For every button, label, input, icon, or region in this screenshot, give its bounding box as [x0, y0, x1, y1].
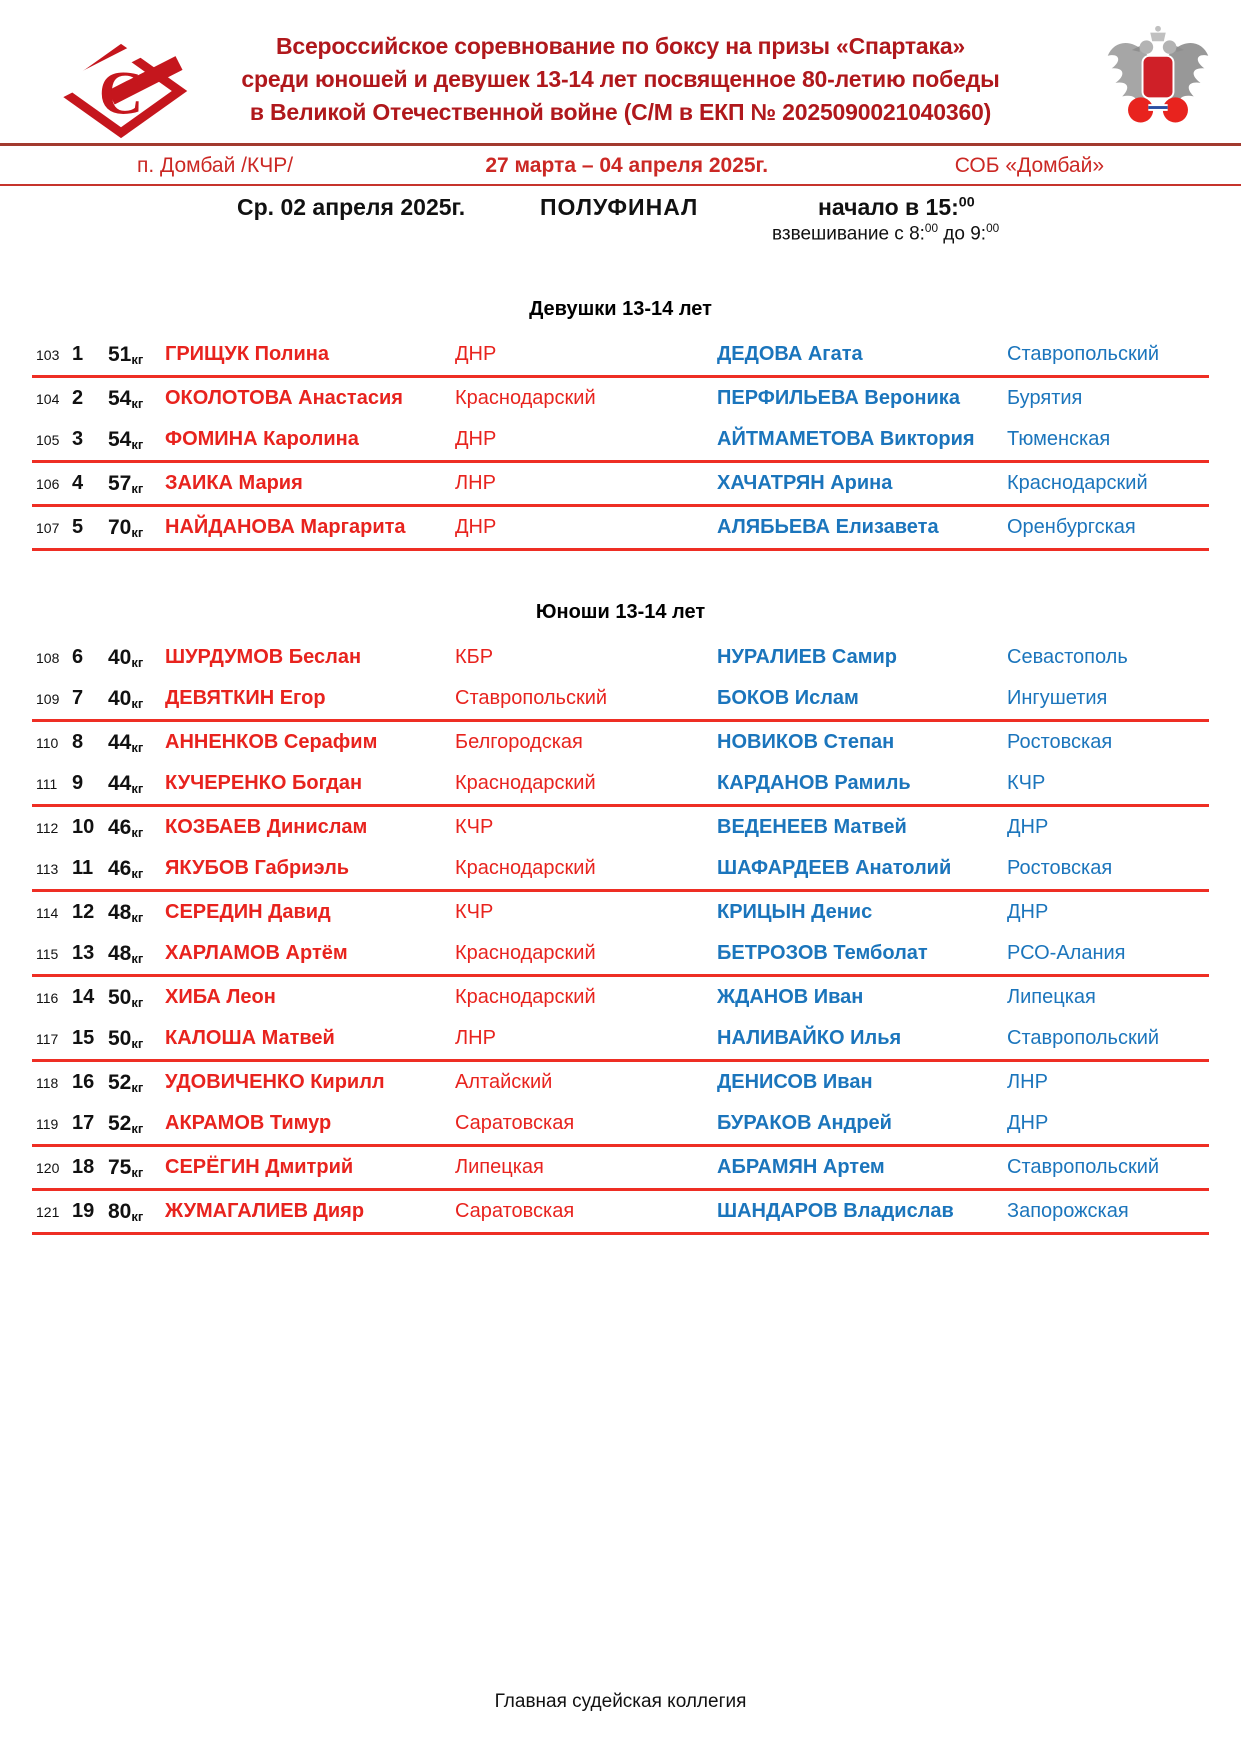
bout-row — [32, 1191, 1209, 1232]
bout-order: 8 — [72, 731, 84, 753]
blue-corner-name: ДЕНИСОВ Иван — [717, 1071, 873, 1093]
event-location: п. Домбай /КЧР/ — [137, 154, 294, 177]
document-header — [0, 0, 1241, 146]
blue-corner-region: Бурятия — [1007, 387, 1083, 409]
blue-corner-region: Запорожская — [1007, 1200, 1129, 1222]
event-info-bar — [0, 146, 1241, 186]
blue-corner-name: БЕТРОЗОВ Темболат — [717, 942, 928, 964]
blue-corner-region: Оренбургская — [1007, 516, 1136, 538]
blue-corner-region: Ростовская — [1007, 731, 1113, 753]
start-time-text: начало в 15: — [818, 194, 959, 220]
weight-class: 48кг — [108, 941, 144, 966]
match-number: 116 — [36, 989, 59, 1006]
red-corner-region: Белгородская — [455, 731, 583, 753]
weight-class: 52кг — [108, 1111, 144, 1136]
footer-signature: Главная судейская коллегия — [494, 1691, 747, 1712]
red-corner-region: ЛНР — [455, 472, 496, 494]
title-line-2: среди юношей и девушек 13-14 лет посвященное 80-летию победы — [241, 66, 1000, 92]
red-corner-name: АКРАМОВ Тимур — [165, 1112, 332, 1134]
red-corner-region: Краснодарский — [455, 986, 596, 1008]
weight-class-group — [32, 722, 1209, 807]
blue-corner-region: Липецкая — [1007, 986, 1096, 1008]
weigh-in-from-minutes: 00 — [924, 222, 939, 235]
boxing-federation-eagle-emblem — [1100, 20, 1216, 138]
red-corner-region: КБР — [455, 646, 494, 668]
bout-order: 2 — [72, 387, 84, 409]
bout-order: 19 — [72, 1200, 95, 1222]
red-corner-name: ШУРДУМОВ Беслан — [165, 646, 362, 668]
bout-row — [32, 1147, 1209, 1188]
blue-corner-name: ШАНДАРОВ Владислав — [717, 1200, 954, 1222]
age-group-section — [0, 601, 1241, 1235]
red-corner-region: Алтайский — [455, 1071, 553, 1093]
match-number: 113 — [36, 860, 59, 877]
blue-corner-region: Севастополь — [1007, 646, 1128, 668]
weight-class: 44кг — [108, 730, 144, 755]
blue-corner-name: АЙТМАМЕТОВА Виктория — [717, 428, 975, 450]
weight-unit: кг — [131, 1208, 144, 1224]
session-start-time — [818, 194, 975, 221]
red-corner-name: СЕРЁГИН Дмитрий — [165, 1156, 354, 1178]
red-corner-name: ХИБА Леон — [165, 986, 276, 1008]
bout-order: 1 — [72, 343, 84, 365]
red-corner-name: ОКОЛОТОВА Анастасия — [165, 387, 403, 409]
red-corner-name: КОЗБАЕВ Динислам — [165, 816, 368, 838]
bout-table — [32, 334, 1209, 551]
red-corner-name: ФОМИНА Каролина — [165, 428, 359, 450]
weight-unit: кг — [131, 654, 144, 670]
weight-class-group — [32, 463, 1209, 507]
bout-order: 3 — [72, 428, 84, 450]
weight-class-group — [32, 378, 1209, 463]
match-number: 105 — [36, 431, 60, 448]
blue-corner-region: Ставропольский — [1007, 343, 1160, 365]
bout-order: 15 — [72, 1027, 95, 1049]
bout-order: 6 — [72, 646, 84, 668]
match-number: 114 — [36, 904, 59, 921]
blue-corner-name: ДЕДОВА Агата — [717, 343, 863, 365]
red-corner-name: КУЧЕРЕНКО Богдан — [165, 772, 363, 794]
weight-class: 50кг — [108, 1026, 144, 1051]
red-corner-region: ДНР — [455, 343, 497, 365]
red-corner-name: ЖУМАГАЛИЕВ Дияр — [165, 1200, 365, 1222]
session-stage: ПОЛУФИНАЛ — [540, 194, 699, 220]
bout-row — [32, 463, 1209, 504]
weight-class: 51кг — [108, 342, 144, 367]
match-number: 117 — [36, 1030, 59, 1047]
red-corner-name: НАЙДАНОВА Маргарита — [165, 516, 406, 538]
blue-corner-name: ВЕДЕНЕЕВ Матвей — [717, 816, 907, 838]
red-corner-name: УДОВИЧЕНКО Кирилл — [165, 1071, 385, 1093]
bout-order: 13 — [72, 942, 95, 964]
blue-corner-region: ДНР — [1007, 1112, 1049, 1134]
blue-corner-region: КЧР — [1007, 772, 1046, 794]
weight-unit: кг — [131, 739, 144, 755]
bout-row — [32, 1062, 1209, 1103]
red-corner-name: КАЛОША Матвей — [165, 1027, 335, 1049]
red-corner-name: ЗАИКА Мария — [165, 472, 303, 494]
match-number: 111 — [36, 775, 58, 792]
bout-table — [32, 637, 1209, 1235]
weight-class-group — [32, 507, 1209, 551]
weight-class-group — [32, 1062, 1209, 1147]
blue-corner-name: ЖДАНОВ Иван — [717, 986, 864, 1008]
bout-row — [32, 678, 1209, 719]
blue-corner-region: ДНР — [1007, 816, 1049, 838]
spartak-logo — [52, 42, 190, 140]
start-time-minutes: 00 — [958, 194, 975, 211]
bout-row — [32, 763, 1209, 804]
weight-unit: кг — [131, 1120, 144, 1136]
weight-class: 52кг — [108, 1070, 144, 1095]
match-number: 110 — [36, 734, 59, 751]
svg-text:С: С — [98, 59, 144, 128]
weight-class: 54кг — [108, 386, 144, 411]
section-title: Девушки 13-14 лет — [529, 298, 712, 320]
weight-class-group — [32, 637, 1209, 722]
blue-corner-region: Ингушетия — [1007, 687, 1108, 709]
bout-order: 18 — [72, 1156, 95, 1178]
weigh-in-text: взвешивание с 8: — [772, 223, 925, 245]
bout-row — [32, 722, 1209, 763]
bout-order: 7 — [72, 687, 84, 709]
red-corner-name: ХАРЛАМОВ Артём — [165, 942, 348, 964]
blue-corner-name: БОКОВ Ислам — [717, 687, 859, 709]
red-corner-name: ГРИЩУК Полина — [165, 343, 329, 365]
document-title — [241, 30, 999, 129]
weight-unit: кг — [131, 436, 144, 452]
weight-class-group — [32, 1191, 1209, 1235]
blue-corner-name: АБРАМЯН Артем — [717, 1156, 885, 1178]
title-line-1: Всероссийское соревнование по боксу на призы «Спартака» — [275, 33, 966, 59]
bout-row — [32, 334, 1209, 375]
bout-row — [32, 807, 1209, 848]
bout-order: 4 — [72, 472, 84, 494]
event-venue: СОБ «Домбай» — [954, 154, 1104, 177]
weight-class: 57кг — [108, 471, 144, 496]
blue-corner-name: КАРДАНОВ Рамиль — [717, 772, 911, 794]
blue-corner-name: ХАЧАТРЯН Арина — [717, 472, 893, 494]
weight-unit: кг — [131, 865, 144, 881]
blue-corner-name: НАЛИВАЙКО Илья — [717, 1027, 902, 1049]
weight-unit: кг — [131, 994, 144, 1010]
bout-sections — [0, 298, 1241, 1235]
blue-corner-region: ДНР — [1007, 901, 1049, 923]
weight-unit: кг — [131, 824, 144, 840]
weight-class-group — [32, 892, 1209, 977]
bout-order: 16 — [72, 1071, 95, 1093]
bout-order: 11 — [72, 857, 94, 879]
weight-class: 40кг — [108, 686, 144, 711]
bout-row — [32, 507, 1209, 548]
bout-row — [32, 848, 1209, 889]
match-number: 112 — [36, 819, 59, 836]
match-number: 119 — [36, 1115, 59, 1132]
red-corner-name: СЕРЕДИН Давид — [165, 901, 331, 923]
match-number: 107 — [36, 519, 60, 536]
weight-class: 48кг — [108, 900, 144, 925]
weight-unit: кг — [131, 1035, 144, 1051]
match-number: 106 — [36, 475, 60, 492]
bout-order: 10 — [72, 816, 95, 838]
blue-corner-name: НОВИКОВ Степан — [717, 731, 895, 753]
weight-class: 54кг — [108, 427, 144, 452]
weight-class-group — [32, 334, 1209, 378]
red-corner-region: Саратовская — [455, 1200, 575, 1222]
bout-order: 17 — [72, 1112, 95, 1134]
bout-row — [32, 637, 1209, 678]
match-number: 104 — [36, 390, 60, 407]
red-corner-region: Краснодарский — [455, 942, 596, 964]
bout-row — [32, 892, 1209, 933]
weigh-in-to-minutes: 00 — [986, 222, 1000, 235]
weight-unit: кг — [131, 395, 144, 411]
match-number: 120 — [36, 1159, 60, 1176]
weight-class-group — [32, 977, 1209, 1062]
session-date: Ср. 02 апреля 2025г. — [237, 194, 466, 220]
match-number: 103 — [36, 346, 60, 363]
weight-unit: кг — [131, 524, 144, 540]
weigh-in-time — [772, 222, 999, 245]
weight-class: 46кг — [108, 815, 144, 840]
weight-unit: кг — [131, 1079, 144, 1095]
blue-corner-name: КРИЦЫН Денис — [717, 901, 873, 923]
title-line-3: в Великой Отечественной войне (С/М в ЕКП № 2025090021040360) — [249, 99, 992, 125]
blue-corner-region: Тюменская — [1007, 428, 1111, 450]
red-corner-region: ДНР — [455, 428, 497, 450]
red-corner-region: Краснодарский — [455, 772, 596, 794]
weight-class: 75кг — [108, 1155, 144, 1180]
bout-row — [32, 1018, 1209, 1059]
blue-corner-region: ЛНР — [1007, 1071, 1048, 1093]
red-corner-name: АННЕНКОВ Серафим — [165, 731, 378, 753]
weight-unit: кг — [131, 695, 144, 711]
red-corner-region: Краснодарский — [455, 387, 596, 409]
bout-order: 9 — [72, 772, 84, 794]
blue-corner-region: Ставропольский — [1007, 1027, 1160, 1049]
red-corner-region: Саратовская — [455, 1112, 575, 1134]
session-info — [0, 186, 1241, 248]
red-corner-region: ЛНР — [455, 1027, 496, 1049]
match-number: 118 — [36, 1074, 59, 1091]
bout-order: 14 — [72, 986, 95, 1008]
match-number: 115 — [36, 945, 59, 962]
red-corner-region: Ставропольский — [455, 687, 608, 709]
red-corner-region: Липецкая — [455, 1156, 544, 1178]
weight-class: 40кг — [108, 645, 144, 670]
bout-order: 12 — [72, 901, 95, 923]
blue-corner-name: БУРАКОВ Андрей — [717, 1112, 892, 1134]
weight-unit: кг — [131, 950, 144, 966]
bout-row — [32, 977, 1209, 1018]
bout-row — [32, 1103, 1209, 1144]
red-corner-region: Краснодарский — [455, 857, 596, 879]
bout-row — [32, 933, 1209, 974]
blue-corner-name: НУРАЛИЕВ Самир — [717, 646, 898, 668]
weight-class-group — [32, 1147, 1209, 1191]
weight-class: 50кг — [108, 985, 144, 1010]
weight-class: 46кг — [108, 856, 144, 881]
red-corner-region: КЧР — [455, 901, 494, 923]
weight-unit: кг — [131, 1164, 144, 1180]
weight-unit: кг — [131, 780, 144, 796]
red-corner-region: КЧР — [455, 816, 494, 838]
weight-unit: кг — [131, 351, 144, 367]
match-number: 109 — [36, 690, 60, 707]
weigh-in-to-text: до 9: — [938, 223, 987, 245]
blue-corner-region: Краснодарский — [1007, 472, 1148, 494]
blue-corner-name: ШАФАРДЕЕВ Анатолий — [717, 857, 952, 879]
red-corner-region: ДНР — [455, 516, 497, 538]
blue-corner-region: РСО-Алания — [1007, 942, 1126, 964]
weight-class: 44кг — [108, 771, 144, 796]
red-corner-name: ЯКУБОВ Габриэль — [165, 857, 350, 879]
blue-corner-region: Ростовская — [1007, 857, 1113, 879]
blue-corner-name: АЛЯБЬЕВА Елизавета — [717, 516, 939, 538]
event-dates: 27 марта – 04 апреля 2025г. — [485, 154, 769, 177]
bout-order: 5 — [72, 516, 84, 538]
weight-unit: кг — [131, 480, 144, 496]
blue-corner-region: Ставропольский — [1007, 1156, 1160, 1178]
weight-unit: кг — [131, 909, 144, 925]
section-title: Юноши 13-14 лет — [535, 601, 706, 623]
weight-class: 80кг — [108, 1199, 144, 1224]
weight-class: 70кг — [108, 515, 144, 540]
match-number: 121 — [36, 1203, 60, 1220]
red-corner-name: ДЕВЯТКИН Егор — [165, 687, 326, 709]
match-number: 108 — [36, 649, 60, 666]
bout-row — [32, 419, 1209, 460]
weight-class-group — [32, 807, 1209, 892]
age-group-section — [0, 298, 1241, 551]
bout-row — [32, 378, 1209, 419]
blue-corner-name: ПЕРФИЛЬЕВА Вероника — [717, 387, 960, 409]
